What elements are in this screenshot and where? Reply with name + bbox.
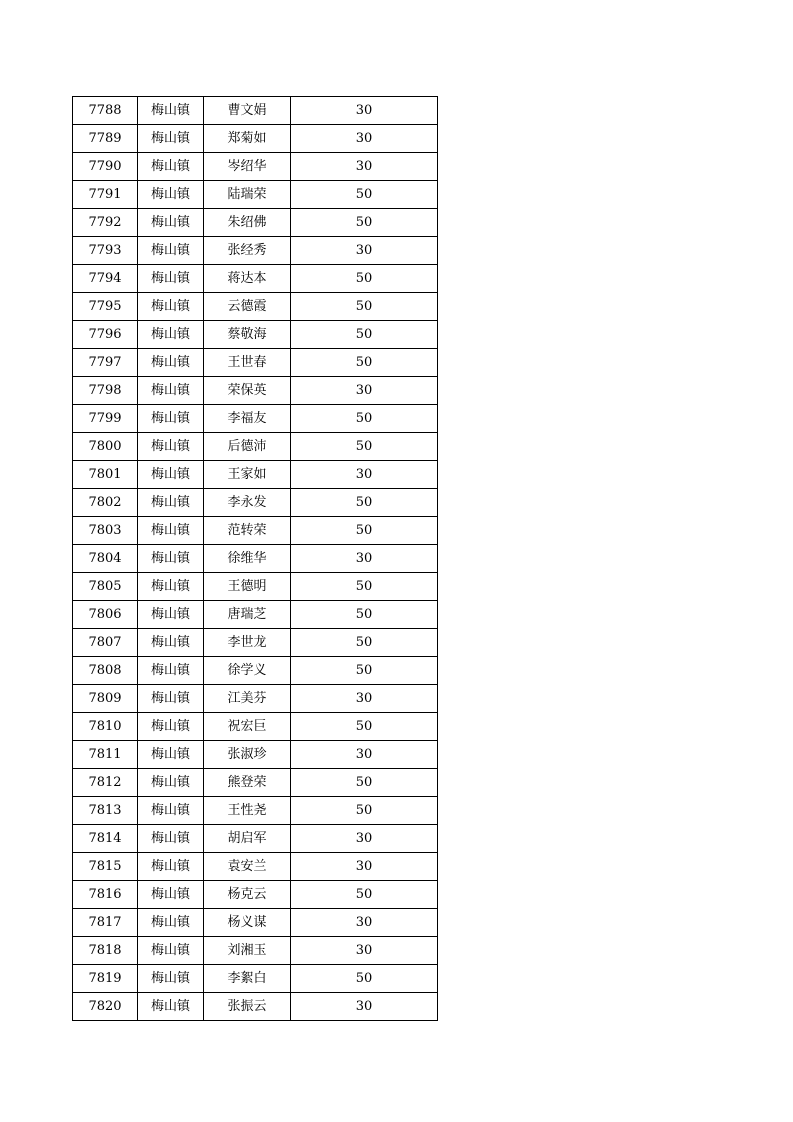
town-cell: 梅山镇: [138, 237, 204, 265]
table-row: [73, 433, 438, 461]
amount-cell: 50: [291, 629, 438, 657]
name-cell: 后德沛: [204, 433, 291, 461]
amount-cell: 30: [291, 741, 438, 769]
row-number-cell: 7812: [73, 769, 138, 797]
name-cell: 刘湘玉: [204, 937, 291, 965]
table-row: [73, 125, 438, 153]
table-row: [73, 321, 438, 349]
town-cell: 梅山镇: [138, 965, 204, 993]
name-cell: 蔡敬海: [204, 321, 291, 349]
amount-cell: 50: [291, 797, 438, 825]
town-cell: 梅山镇: [138, 321, 204, 349]
row-number-cell: 7802: [73, 489, 138, 517]
town-cell: 梅山镇: [138, 573, 204, 601]
amount-cell: 30: [291, 685, 438, 713]
amount-cell: 50: [291, 489, 438, 517]
table-row: [73, 993, 438, 1021]
table-row: [73, 881, 438, 909]
name-cell: 张振云: [204, 993, 291, 1021]
table-row: [73, 965, 438, 993]
town-cell: 梅山镇: [138, 349, 204, 377]
name-cell: 李永发: [204, 489, 291, 517]
table-row: [73, 237, 438, 265]
name-cell: 范转荣: [204, 517, 291, 545]
table-row: [73, 153, 438, 181]
amount-cell: 50: [291, 601, 438, 629]
table-row: [73, 349, 438, 377]
row-number-cell: 7817: [73, 909, 138, 937]
name-cell: 陆瑞荣: [204, 181, 291, 209]
table-row: [73, 825, 438, 853]
town-cell: 梅山镇: [138, 797, 204, 825]
name-cell: 岑绍华: [204, 153, 291, 181]
town-cell: 梅山镇: [138, 489, 204, 517]
name-cell: 李福友: [204, 405, 291, 433]
row-number-cell: 7805: [73, 573, 138, 601]
row-number-cell: 7800: [73, 433, 138, 461]
row-number-cell: 7793: [73, 237, 138, 265]
amount-cell: 50: [291, 573, 438, 601]
row-number-cell: 7811: [73, 741, 138, 769]
town-cell: 梅山镇: [138, 517, 204, 545]
name-cell: 王性尧: [204, 797, 291, 825]
amount-cell: 50: [291, 181, 438, 209]
amount-cell: 30: [291, 97, 438, 125]
data-table: [72, 96, 438, 1021]
name-cell: 张淑珍: [204, 741, 291, 769]
amount-cell: 50: [291, 769, 438, 797]
name-cell: 蒋达本: [204, 265, 291, 293]
table-row: [73, 657, 438, 685]
amount-cell: 30: [291, 153, 438, 181]
table-row: [73, 377, 438, 405]
name-cell: 熊登荣: [204, 769, 291, 797]
table-row: [73, 909, 438, 937]
row-number-cell: 7809: [73, 685, 138, 713]
town-cell: 梅山镇: [138, 293, 204, 321]
table-row: [73, 937, 438, 965]
town-cell: 梅山镇: [138, 741, 204, 769]
town-cell: 梅山镇: [138, 545, 204, 573]
town-cell: 梅山镇: [138, 993, 204, 1021]
amount-cell: 50: [291, 965, 438, 993]
row-number-cell: 7796: [73, 321, 138, 349]
table-row: [73, 797, 438, 825]
amount-cell: 30: [291, 853, 438, 881]
table-row: [73, 209, 438, 237]
amount-cell: 30: [291, 825, 438, 853]
row-number-cell: 7818: [73, 937, 138, 965]
row-number-cell: 7820: [73, 993, 138, 1021]
table-row: [73, 181, 438, 209]
amount-cell: 30: [291, 993, 438, 1021]
amount-cell: 50: [291, 517, 438, 545]
row-number-cell: 7816: [73, 881, 138, 909]
name-cell: 杨义谋: [204, 909, 291, 937]
row-number-cell: 7798: [73, 377, 138, 405]
amount-cell: 50: [291, 881, 438, 909]
table-row: [73, 685, 438, 713]
amount-cell: 50: [291, 433, 438, 461]
row-number-cell: 7799: [73, 405, 138, 433]
row-number-cell: 7795: [73, 293, 138, 321]
row-number-cell: 7801: [73, 461, 138, 489]
name-cell: 王世春: [204, 349, 291, 377]
amount-cell: 50: [291, 657, 438, 685]
row-number-cell: 7792: [73, 209, 138, 237]
table-row: [73, 461, 438, 489]
row-number-cell: 7806: [73, 601, 138, 629]
name-cell: 荣保英: [204, 377, 291, 405]
amount-cell: 30: [291, 461, 438, 489]
amount-cell: 30: [291, 545, 438, 573]
table-row: [73, 545, 438, 573]
town-cell: 梅山镇: [138, 97, 204, 125]
amount-cell: 50: [291, 209, 438, 237]
row-number-cell: 7810: [73, 713, 138, 741]
town-cell: 梅山镇: [138, 601, 204, 629]
town-cell: 梅山镇: [138, 153, 204, 181]
row-number-cell: 7791: [73, 181, 138, 209]
row-number-cell: 7819: [73, 965, 138, 993]
table-row: [73, 629, 438, 657]
town-cell: 梅山镇: [138, 657, 204, 685]
town-cell: 梅山镇: [138, 685, 204, 713]
name-cell: 李絮白: [204, 965, 291, 993]
name-cell: 朱绍佛: [204, 209, 291, 237]
table-row: [73, 293, 438, 321]
town-cell: 梅山镇: [138, 377, 204, 405]
amount-cell: 50: [291, 265, 438, 293]
row-number-cell: 7803: [73, 517, 138, 545]
table-row: [73, 517, 438, 545]
row-number-cell: 7807: [73, 629, 138, 657]
row-number-cell: 7808: [73, 657, 138, 685]
name-cell: 胡启军: [204, 825, 291, 853]
row-number-cell: 7794: [73, 265, 138, 293]
table-row: [73, 853, 438, 881]
town-cell: 梅山镇: [138, 825, 204, 853]
name-cell: 唐瑞芝: [204, 601, 291, 629]
table-row: [73, 573, 438, 601]
name-cell: 江美芬: [204, 685, 291, 713]
table-row: [73, 97, 438, 125]
town-cell: 梅山镇: [138, 909, 204, 937]
name-cell: 徐维华: [204, 545, 291, 573]
row-number-cell: 7790: [73, 153, 138, 181]
row-number-cell: 7788: [73, 97, 138, 125]
table-row: [73, 601, 438, 629]
name-cell: 杨克云: [204, 881, 291, 909]
table-row: [73, 489, 438, 517]
name-cell: 李世龙: [204, 629, 291, 657]
town-cell: 梅山镇: [138, 713, 204, 741]
name-cell: 徐学义: [204, 657, 291, 685]
amount-cell: 50: [291, 405, 438, 433]
name-cell: 王家如: [204, 461, 291, 489]
row-number-cell: 7814: [73, 825, 138, 853]
name-cell: 张经秀: [204, 237, 291, 265]
town-cell: 梅山镇: [138, 769, 204, 797]
town-cell: 梅山镇: [138, 629, 204, 657]
amount-cell: 50: [291, 713, 438, 741]
town-cell: 梅山镇: [138, 265, 204, 293]
name-cell: 袁安兰: [204, 853, 291, 881]
town-cell: 梅山镇: [138, 181, 204, 209]
table-row: [73, 405, 438, 433]
amount-cell: 30: [291, 237, 438, 265]
town-cell: 梅山镇: [138, 405, 204, 433]
table-row: [73, 741, 438, 769]
amount-cell: 30: [291, 377, 438, 405]
town-cell: 梅山镇: [138, 433, 204, 461]
row-number-cell: 7789: [73, 125, 138, 153]
table-row: [73, 769, 438, 797]
row-number-cell: 7804: [73, 545, 138, 573]
town-cell: 梅山镇: [138, 881, 204, 909]
name-cell: 王德明: [204, 573, 291, 601]
amount-cell: 30: [291, 937, 438, 965]
town-cell: 梅山镇: [138, 125, 204, 153]
amount-cell: 30: [291, 125, 438, 153]
row-number-cell: 7797: [73, 349, 138, 377]
name-cell: 祝宏巨: [204, 713, 291, 741]
name-cell: 曹文娟: [204, 97, 291, 125]
table-body: [73, 97, 438, 1021]
amount-cell: 30: [291, 909, 438, 937]
town-cell: 梅山镇: [138, 853, 204, 881]
amount-cell: 50: [291, 293, 438, 321]
amount-cell: 50: [291, 321, 438, 349]
name-cell: 郑菊如: [204, 125, 291, 153]
town-cell: 梅山镇: [138, 937, 204, 965]
table-row: [73, 265, 438, 293]
town-cell: 梅山镇: [138, 461, 204, 489]
amount-cell: 50: [291, 349, 438, 377]
row-number-cell: 7815: [73, 853, 138, 881]
name-cell: 云德霞: [204, 293, 291, 321]
town-cell: 梅山镇: [138, 209, 204, 237]
table-row: [73, 713, 438, 741]
row-number-cell: 7813: [73, 797, 138, 825]
